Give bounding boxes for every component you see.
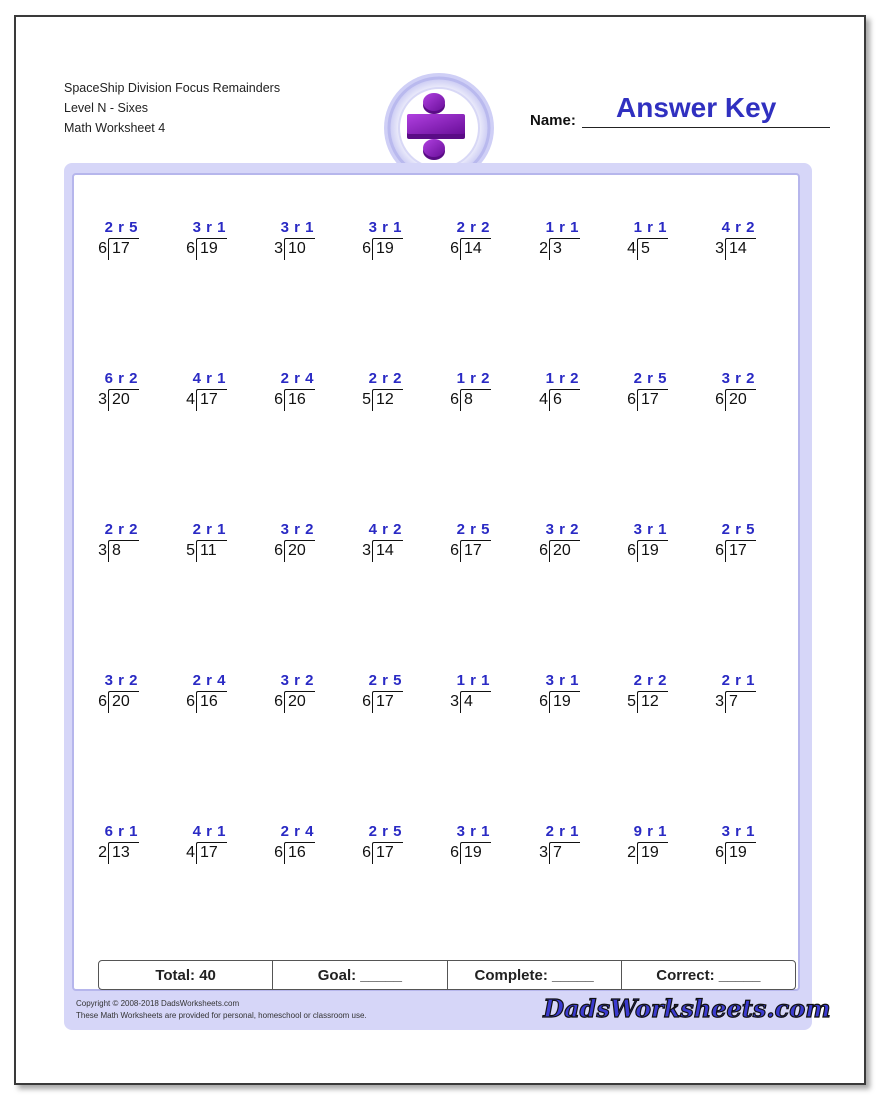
dividend: 12 xyxy=(376,391,394,408)
divisor: 6 xyxy=(362,844,371,861)
dividend: 11 xyxy=(200,542,217,559)
quotient-answer: 1 r 2 xyxy=(545,370,579,387)
footer-text xyxy=(76,998,367,1022)
quotient-answer: 2 r 2 xyxy=(368,370,402,387)
brand-logo-text: DadsWorksheets.com xyxy=(543,994,831,1023)
quotient-answer: 1 r 1 xyxy=(456,672,490,689)
quotient-answer: 3 r 1 xyxy=(368,219,402,236)
divisor: 6 xyxy=(715,844,724,861)
division-problem xyxy=(360,219,430,265)
brand-logo xyxy=(543,990,831,1026)
divisor: 4 xyxy=(627,240,636,257)
division-problem xyxy=(184,672,254,718)
quotient-answer: 3 r 2 xyxy=(721,370,755,387)
dividend: 19 xyxy=(464,844,482,861)
quotient-answer: 4 r 2 xyxy=(368,521,402,538)
divisor: 2 xyxy=(539,240,548,257)
quotient-answer: 6 r 1 xyxy=(104,823,138,840)
dividend: 3 xyxy=(553,240,562,257)
divisor: 6 xyxy=(450,542,459,559)
name-label: Name: xyxy=(530,112,576,129)
score-correct: Correct: _____ xyxy=(656,966,761,984)
division-problem xyxy=(448,219,518,265)
quotient-answer: 2 r 5 xyxy=(456,521,490,538)
score-goal: Goal: _____ xyxy=(273,961,447,989)
dividend: 7 xyxy=(553,844,562,861)
quotient-answer: 4 r 1 xyxy=(192,370,226,387)
division-problem xyxy=(625,521,695,567)
division-problem xyxy=(96,823,166,869)
division-problem xyxy=(96,672,166,718)
dividend: 6 xyxy=(553,391,562,408)
quotient-answer: 3 r 2 xyxy=(280,672,314,689)
dividend: 13 xyxy=(112,844,130,861)
dividend: 17 xyxy=(376,844,394,861)
divisor: 4 xyxy=(539,391,548,408)
division-problem xyxy=(272,219,342,265)
quotient-answer: 3 r 1 xyxy=(192,219,226,236)
dividend: 17 xyxy=(112,240,130,257)
division-problem xyxy=(713,823,783,869)
division-problem xyxy=(96,521,166,567)
division-problem xyxy=(184,823,254,869)
quotient-answer: 3 r 1 xyxy=(721,823,755,840)
divisor: 6 xyxy=(98,240,107,257)
dividend: 20 xyxy=(112,693,130,710)
dividend: 17 xyxy=(376,693,394,710)
quotient-answer: 2 r 1 xyxy=(192,521,226,538)
division-problem xyxy=(360,823,430,869)
division-problem xyxy=(713,672,783,718)
dividend: 19 xyxy=(553,693,571,710)
divisor: 3 xyxy=(362,542,371,559)
division-problem xyxy=(537,219,607,265)
quotient-answer: 1 r 1 xyxy=(633,219,667,236)
dividend: 19 xyxy=(641,844,659,861)
score-complete: Complete: _____ xyxy=(448,961,622,989)
divisor: 6 xyxy=(715,542,724,559)
division-problem xyxy=(360,370,430,416)
divisor: 2 xyxy=(627,844,636,861)
divisor: 3 xyxy=(274,240,283,257)
division-problem xyxy=(625,370,695,416)
division-problem xyxy=(625,219,695,265)
division-problem xyxy=(713,370,783,416)
divisor: 3 xyxy=(98,542,107,559)
divisor: 6 xyxy=(715,391,724,408)
dividend: 10 xyxy=(288,240,306,257)
divisor: 6 xyxy=(539,542,548,559)
quotient-answer: 3 r 2 xyxy=(104,672,138,689)
quotient-answer: 6 r 2 xyxy=(104,370,138,387)
quotient-answer: 2 r 2 xyxy=(633,672,667,689)
dividend: 14 xyxy=(376,542,394,559)
name-field xyxy=(530,92,830,132)
division-problem xyxy=(625,823,695,869)
division-problem xyxy=(184,521,254,567)
division-problem xyxy=(448,823,518,869)
divisor: 4 xyxy=(186,391,195,408)
dividend: 14 xyxy=(464,240,482,257)
worksheet-header xyxy=(64,78,280,138)
divisor: 6 xyxy=(274,844,283,861)
divisor: 3 xyxy=(715,693,724,710)
divisor: 4 xyxy=(186,844,195,861)
division-problem xyxy=(272,370,342,416)
division-problem xyxy=(625,672,695,718)
dividend: 14 xyxy=(729,240,747,257)
dividend: 20 xyxy=(288,542,306,559)
dividend: 5 xyxy=(641,240,650,257)
quotient-answer: 2 r 2 xyxy=(104,521,138,538)
quotient-answer: 2 r 5 xyxy=(104,219,138,236)
division-problem xyxy=(360,521,430,567)
division-problem xyxy=(184,219,254,265)
quotient-answer: 2 r 4 xyxy=(280,370,314,387)
quotient-answer: 3 r 1 xyxy=(280,219,314,236)
division-problem xyxy=(272,823,342,869)
dividend: 7 xyxy=(729,693,738,710)
dividend: 20 xyxy=(553,542,571,559)
dividend: 20 xyxy=(288,693,306,710)
quotient-answer: 3 r 1 xyxy=(545,672,579,689)
dividend: 19 xyxy=(200,240,218,257)
quotient-answer: 2 r 5 xyxy=(368,823,402,840)
problem-area xyxy=(72,173,800,991)
division-problem xyxy=(448,370,518,416)
division-problem xyxy=(537,672,607,718)
problem-grid xyxy=(74,175,802,955)
quotient-answer: 1 r 2 xyxy=(456,370,490,387)
division-problem xyxy=(96,219,166,265)
quotient-answer: 3 r 1 xyxy=(456,823,490,840)
dividend: 20 xyxy=(112,391,130,408)
problem-frame xyxy=(64,163,831,1030)
divisor: 3 xyxy=(98,391,107,408)
dividend: 8 xyxy=(112,542,121,559)
division-problem xyxy=(537,823,607,869)
division-problem xyxy=(713,521,783,567)
dividend: 8 xyxy=(464,391,473,408)
division-problem xyxy=(537,370,607,416)
quotient-answer: 9 r 1 xyxy=(633,823,667,840)
worksheet-number: Math Worksheet 4 xyxy=(64,121,166,135)
dividend: 4 xyxy=(464,693,473,710)
worksheet-level: Level N - Sixes xyxy=(64,101,149,115)
divisor: 3 xyxy=(539,844,548,861)
quotient-answer: 2 r 5 xyxy=(633,370,667,387)
dividend: 20 xyxy=(729,391,747,408)
divisor: 6 xyxy=(186,693,195,710)
divisor: 6 xyxy=(274,391,283,408)
divisor: 6 xyxy=(450,240,459,257)
divisor: 6 xyxy=(362,693,371,710)
answer-key-label: Answer Key xyxy=(616,92,777,123)
quotient-answer: 2 r 2 xyxy=(456,219,490,236)
division-problem xyxy=(272,672,342,718)
quotient-answer: 2 r 4 xyxy=(280,823,314,840)
quotient-answer: 2 r 5 xyxy=(721,521,755,538)
dividend: 12 xyxy=(641,693,659,710)
quotient-answer: 3 r 2 xyxy=(545,521,579,538)
divisor: 5 xyxy=(186,542,195,559)
dividend: 16 xyxy=(288,391,306,408)
dividend: 17 xyxy=(464,542,482,559)
division-problem xyxy=(448,521,518,567)
dividend: 17 xyxy=(729,542,747,559)
divisor: 5 xyxy=(362,391,371,408)
usage-notice: These Math Worksheets are provided for personal, homeschool or classroom use. xyxy=(76,1011,367,1020)
quotient-answer: 2 r 5 xyxy=(368,672,402,689)
quotient-answer: 3 r 1 xyxy=(633,521,667,538)
divisor: 6 xyxy=(274,542,283,559)
divisor: 6 xyxy=(627,542,636,559)
divisor: 6 xyxy=(450,391,459,408)
division-problem xyxy=(448,672,518,718)
dividend: 16 xyxy=(200,693,218,710)
name-line xyxy=(582,127,830,128)
dividend: 16 xyxy=(288,844,306,861)
score-total: Total: 40 xyxy=(99,961,273,989)
quotient-answer: 3 r 2 xyxy=(280,521,314,538)
quotient-answer: 2 r 1 xyxy=(721,672,755,689)
divisor: 6 xyxy=(274,693,283,710)
division-problem xyxy=(272,521,342,567)
worksheet-title: SpaceShip Division Focus Remainders xyxy=(64,81,281,95)
division-problem xyxy=(184,370,254,416)
divisor: 6 xyxy=(450,844,459,861)
divisor: 6 xyxy=(362,240,371,257)
quotient-answer: 2 r 1 xyxy=(545,823,579,840)
dividend: 17 xyxy=(641,391,659,408)
quotient-answer: 4 r 2 xyxy=(721,219,755,236)
dividend: 19 xyxy=(376,240,394,257)
dividend: 17 xyxy=(200,391,218,408)
divisor: 3 xyxy=(450,693,459,710)
copyright-text: Copyright © 2008-2018 DadsWorksheets.com xyxy=(76,999,240,1008)
division-problem xyxy=(713,219,783,265)
score-bar xyxy=(98,960,796,990)
dividend: 19 xyxy=(729,844,747,861)
quotient-answer: 4 r 1 xyxy=(192,823,226,840)
quotient-answer: 2 r 4 xyxy=(192,672,226,689)
quotient-answer: 1 r 1 xyxy=(545,219,579,236)
dividend: 17 xyxy=(200,844,218,861)
divisor: 3 xyxy=(715,240,724,257)
divisor: 6 xyxy=(539,693,548,710)
divisor: 6 xyxy=(98,693,107,710)
divisor: 6 xyxy=(186,240,195,257)
dividend: 19 xyxy=(641,542,659,559)
divisor: 2 xyxy=(98,844,107,861)
divisor: 5 xyxy=(627,693,636,710)
division-problem xyxy=(360,672,430,718)
division-problem xyxy=(96,370,166,416)
division-problem xyxy=(537,521,607,567)
divisor: 6 xyxy=(627,391,636,408)
